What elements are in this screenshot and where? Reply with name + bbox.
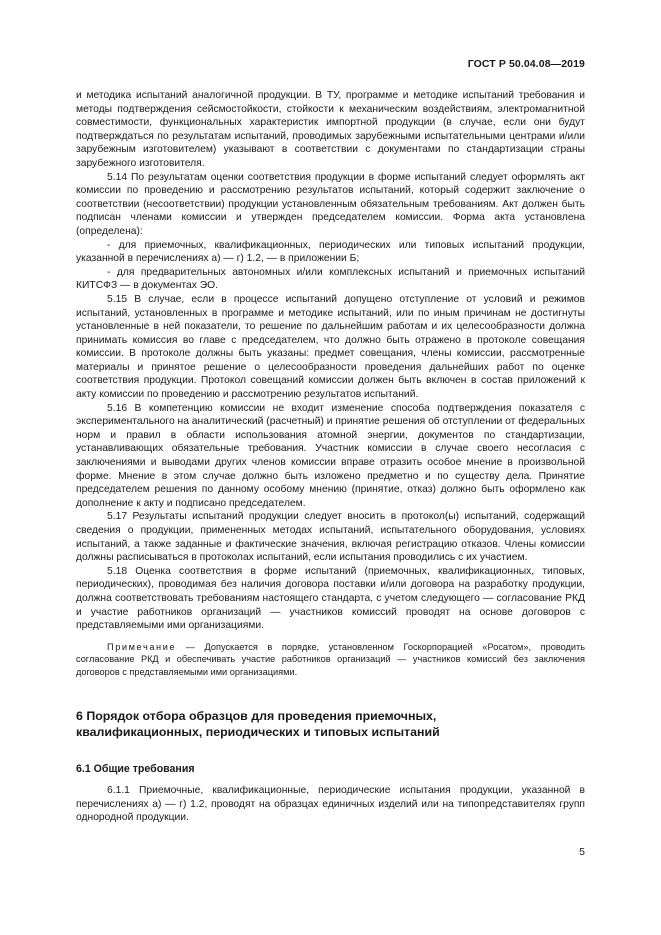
paragraph-continuation: и методика испытаний аналогичной продукции. В ТУ, программе и методике испытаний требования и методы подтверждения сейсмостойкости, стойкости к механическим воздействиям, электромагнитной совместимости, функциональных характеристик импортной продукции (в случае, если они будут подтверждаться по результатам испытаний, проводимых зарубежными испытательными центрами и/или зарубежным изготовителем) указывают в соответствии с документами по стандартизации страны зарубежного изготовителя. [76,90,585,169]
list-item-acceptance-tests: - для приемочных, квалификационных, периодических или типовых испытаний продукции, указанной в перечислениях а) — г) 1.2, — в приложении Б; [76,239,585,265]
subsection-6-1-title: 6.1 Общие требования [76,762,195,775]
page-number: 5 [579,846,585,858]
note-label: Примечание [107,641,177,652]
paragraph-5-18: 5.18 Оценка соответствия в форме испытаний (приемочных, квалификационных, типовых, периодических), проводимая без наличия договора поставки и/или договора на разработку продукции, должна соответствовать требованиям настоящего стандарта, с учетом следующего — согласование РКД и участие работников организаций — участников комиссий проводят на основе договоров с представляемыми ими организациями. [76,565,585,632]
document-code: ГОСТ Р 50.04.08—2019 [467,58,585,70]
section-6-title [76,709,585,741]
document-body [76,89,585,825]
paragraph-5-15: 5.15 В случае, если в процессе испытаний допущено отступление от условий и режимов испытаний, установленных в программе и методике испытаний, или по иным причинам не достигнуты установленные в ней показатели, то решение по дальнейшим работам и их целесообразности должна принимать комиссия во главе с председателем, что должно быть отражено в протоколе совещания комиссии. В протоколе должны быть указаны: предмет совещания, члены комиссии, рассмотренные материалы и принятое решение о целесообразности проведения дальнейших работ по оценке соответствия продукции. Протокол совещаний комиссии должен быть включен в состав приложений к акту комиссии по проведению и рассмотрению результатов испытаний. [76,293,585,401]
paragraph-5-17: 5.17 Результаты испытаний продукции следует вносить в протокол(ы) испытаний, содержащий сведения о продукции, примененных методах испытаний, испытательного оборудования, условиях испытаний, а также заданные и фактические значения, включая регистрацию отказов. Члены комиссии должны расписываться в протоколах испытаний, если испытания проводились с их участием. [76,511,585,564]
list-item-preliminary-tests: - для предварительных автономных и/или комплексных испытаний и приемочных испытаний КИТСФЗ — в документах ЭО. [76,266,585,292]
note-text: — Допускается в порядке, установленном Госкорпорацией «Росатом», проводить согласование РКД и обеспечивать участие работников организаций — участников комиссий без заключения договоров с представляемыми ими организациями. [76,641,585,677]
note [76,641,585,678]
paragraph-5-16: 5.16 В компетенцию комиссии не входит изменение способа подтверждения показателя с экспериментального на аналитический (расчетный) и принятие решения об отступлении от федеральных норм и правил в области использования атомной энергии, документов по стандартизации, устанавливающих обязательные требования. Участник комиссии в случае своего несогласия с заключениями и выводами других членов комиссии вправе отразить особое мнение в произвольной форме. Мнение в этом случае должно быть изложено предметно и по существу дела. Принятие председателем решения по данному особому мнению (принятие, отказ) должно быть оформлено как дополнение к акту и подписано председателем. [76,402,586,509]
section-6-title-line2: квалификационных, периодических и типовых испытаний [76,724,440,739]
section-6-title-line1: 6 Порядок отбора образцов для проведения приемочных, [76,708,437,723]
paragraph-6-1-1: 6.1.1 Приемочные, квалификационные, периодические испытания продукции, указанной в перечислениях а) — г) 1.2, проводят на образцах единичных изделий или на типопредставителях групп однородной продукции. [76,785,585,824]
paragraph-5-14: 5.14 По результатам оценки соответствия продукции в форме испытаний следует оформлять акт комиссии по проведению и рассмотрению результатов испытаний, который содержит заключение о соответствии (несоответствии) продукции установленным обязательным требованиям. Акт должен быть подписан членами комиссии и утвержден председателем комиссии. Форма акта установлена (определена): [76,171,585,237]
